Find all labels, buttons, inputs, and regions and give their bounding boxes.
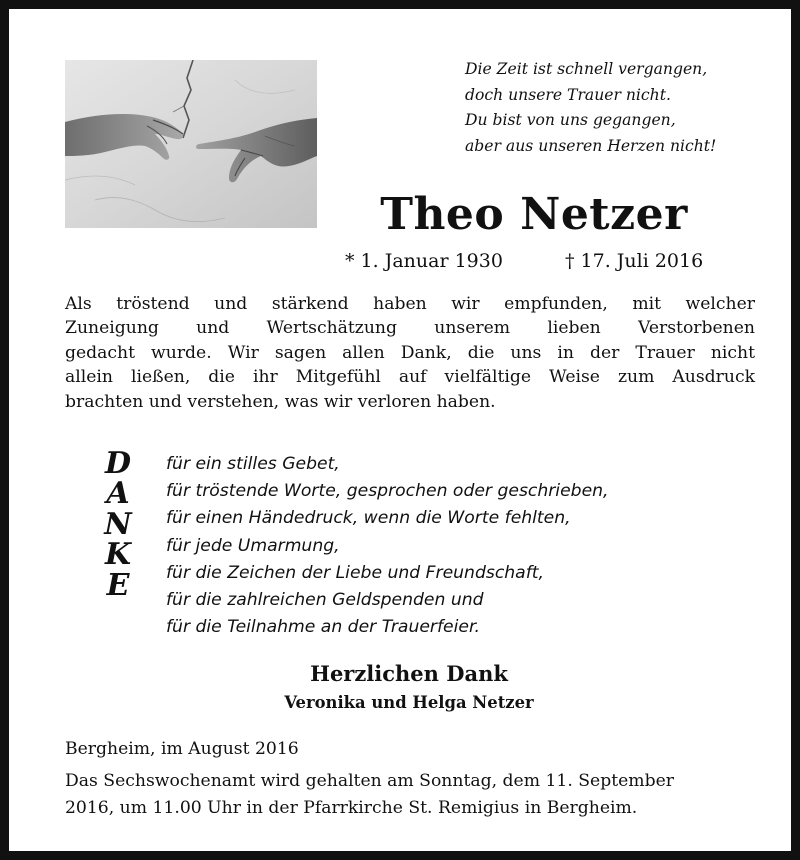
danke-line: für die zahlreichen Geldspenden und	[166, 589, 484, 610]
birth-date: * 1. Januar 1930	[345, 250, 503, 272]
deceased-name: Theo Netzer	[380, 189, 688, 240]
danke-list	[166, 451, 756, 641]
service-line: 2016, um 11.00 Uhr in der Pfarrkirche St. Remigius in Bergheim.	[65, 798, 638, 818]
poem-line: Die Zeit ist schnell vergangen,	[465, 60, 708, 78]
paragraph-line: Zuneigung und Wertschätzung unserem lieben Verstorbenen	[65, 318, 755, 339]
poem-line: Du bist von uns gegangen,	[465, 111, 676, 129]
danke-acrostic	[95, 446, 141, 603]
danke-line: für die Zeichen der Liebe und Freundschaft,	[166, 562, 544, 583]
place-date: Bergheim, im August 2016	[65, 739, 299, 759]
service-line: Das Sechswochenamt wird gehalten am Sonntag, dem 11. September	[65, 771, 674, 791]
danke-letter: D	[104, 446, 131, 481]
death-date: † 17. Juli 2016	[565, 250, 704, 272]
danke-letter: E	[106, 567, 130, 603]
danke-letter: K	[104, 537, 132, 573]
closing-thanks: Herzlichen Dank	[310, 661, 508, 686]
poem	[465, 57, 775, 159]
danke-line: für die Teilnahme an der Trauerfeier.	[166, 617, 480, 638]
danke-line: für einen Händedruck, wenn die Worte fehlten,	[166, 508, 571, 529]
danke-letter: N	[104, 506, 132, 542]
paragraph-line: allein ließen, die ihr Mitgefühl auf vielfältige Weise zum Ausdruck	[65, 367, 755, 388]
paragraph-line: gedacht wurde. Wir sagen allen Dank, die uns in der Trauer nicht	[65, 342, 755, 363]
thanks-paragraph	[65, 292, 755, 414]
paragraph-line: brachten und verstehen, was wir verloren haben.	[65, 391, 496, 412]
danke-line: für ein stilles Gebet,	[166, 454, 340, 474]
poem-line: aber aus unseren Herzen nicht!	[465, 136, 717, 155]
danke-line: für jede Umarmung,	[166, 535, 340, 556]
danke-line: für tröstende Worte, gesprochen oder geschrieben,	[166, 481, 609, 502]
service-announcement	[65, 768, 757, 822]
signers: Veronika und Helga Netzer	[284, 693, 534, 712]
danke-letter: A	[106, 476, 130, 512]
paragraph-line: Als tröstend und stärkend haben wir empfunden, mit welcher	[65, 294, 755, 314]
creation-of-adam-hands-image	[65, 60, 317, 228]
poem-line: doch unsere Trauer nicht.	[465, 85, 671, 104]
